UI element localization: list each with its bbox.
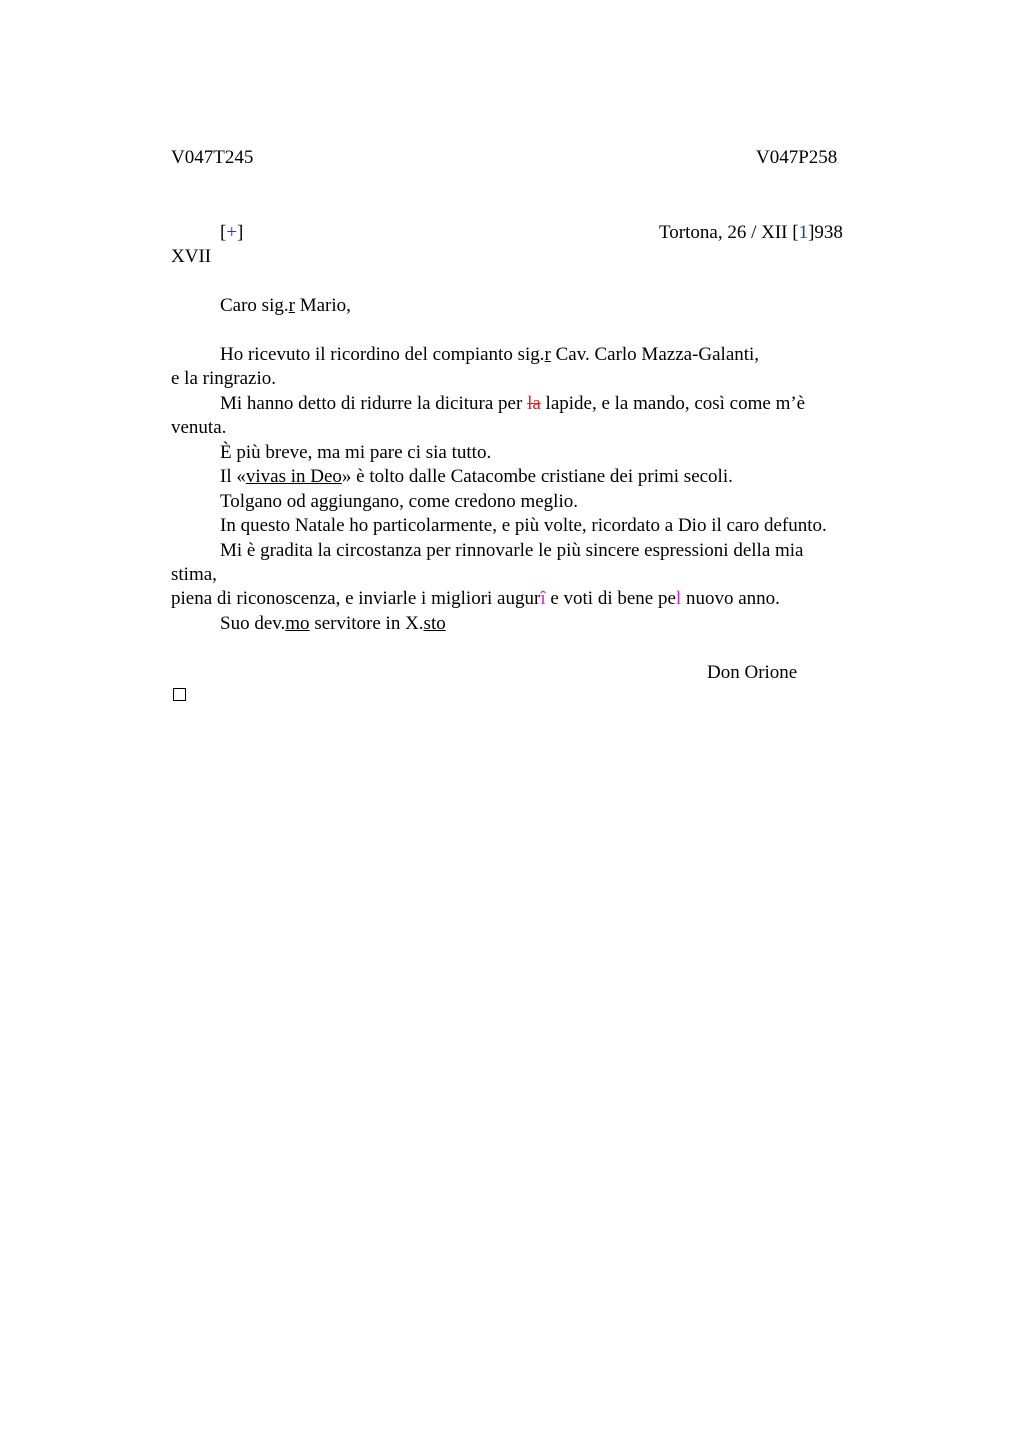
body-line-5: È più breve, ma mi pare ci sia tutto. [220, 442, 492, 463]
body-line-6: Il «vivas in Deo» è tolto dalle Catacombe cristiane dei primi secoli. [220, 466, 733, 487]
body-line-8: In questo Natale ho particolarmente, e più volte, ricordato a Dio il caro defunto. [220, 515, 827, 536]
date-added-digit: 1 [798, 222, 809, 243]
cross-symbol: + [226, 222, 238, 243]
editorial-cross-mark: [+] [220, 222, 244, 243]
body-line-9: Mi è gradita la circostanza per rinnovarle le più sincere espressioni della mia [220, 540, 804, 561]
deleted-word: la [527, 393, 541, 414]
document-code-right: V047P258 [756, 147, 838, 168]
corrected-letter: l [675, 588, 682, 609]
body-line-7: Tolgano od aggiungano, come credono meglio. [220, 491, 578, 512]
corrected-letter: î [540, 588, 546, 609]
document-code-left: V047T245 [171, 147, 254, 168]
empty-square-icon [173, 688, 186, 701]
salutation: Caro sig.r Mario, [220, 295, 351, 316]
fascist-year-roman: XVII [171, 246, 212, 267]
place-date: Tortona, 26 / XII [1]938 [659, 222, 843, 243]
body-line-1: Ho ricevuto il ricordino del compianto sig.r Cav. Carlo Mazza-Galanti, [220, 344, 760, 365]
closing-line: Suo dev.mo servitore in X.sto [220, 613, 446, 634]
body-line-2: e la ringrazio. [171, 368, 276, 389]
body-line-4: venuta. [171, 417, 227, 438]
signature: Don Orione [707, 662, 798, 683]
body-line-11: piena di riconoscenza, e inviarle i migliori augurî e voti di bene pel nuovo anno. [171, 588, 780, 609]
body-line-3: Mi hanno detto di ridurre la dicitura per la lapide, e la mando, così come m’è [220, 393, 806, 414]
body-line-10: stima, [171, 564, 217, 585]
latin-phrase: vivas in Deo [245, 466, 342, 487]
